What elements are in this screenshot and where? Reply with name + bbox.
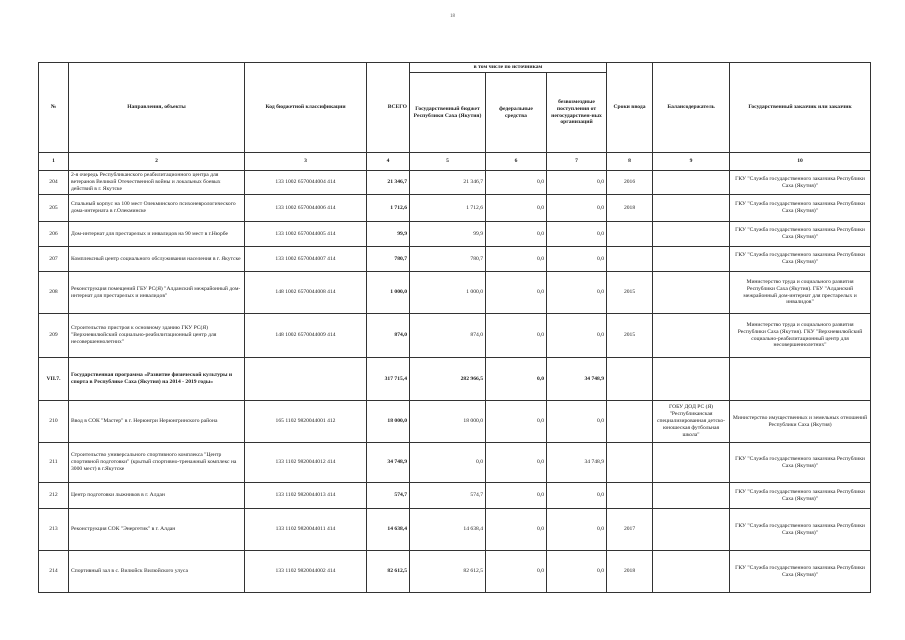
column-number: 5: [410, 153, 486, 171]
row-deadline: 2015: [607, 314, 653, 358]
row-direction: Спортивный зал в с. Вилюйск Вилюйского улуса: [69, 551, 245, 593]
row-deadline: [607, 483, 653, 509]
row-deadline: [607, 247, 653, 272]
row-direction: Центр подготовки лыжников в г. Алдан: [69, 483, 245, 509]
row-total: 1 000,0: [367, 272, 410, 314]
column-number: 4: [367, 153, 410, 171]
row-customer: [730, 358, 871, 401]
row-nonstate: 0,0: [547, 222, 607, 247]
header-direction: Направления, объекты: [69, 63, 245, 153]
row-code: [245, 358, 367, 401]
row-holder: [653, 443, 730, 483]
header-federal: федеральные средства: [486, 73, 547, 153]
row-federal: 0,0: [486, 272, 547, 314]
column-number: 7: [547, 153, 607, 171]
row-nonstate: 0,0: [547, 314, 607, 358]
row-num: 211: [39, 443, 69, 483]
row-num: 204: [39, 171, 69, 195]
row-direction: Комплексный центр социального обслуживания населения в г. Якутске: [69, 247, 245, 272]
row-nonstate: 0,0: [547, 509, 607, 551]
row-state: 99,9: [410, 222, 486, 247]
row-holder: [653, 247, 730, 272]
row-state: 18 000,0: [410, 401, 486, 443]
column-number: 6: [486, 153, 547, 171]
row-code: 133 1002 6570044005 414: [245, 222, 367, 247]
header-sources-group: в том числе по источникам: [410, 63, 607, 73]
row-num: 210: [39, 401, 69, 443]
row-total: 874,0: [367, 314, 410, 358]
header-customer: Государственный заказчик или заказчик: [730, 63, 871, 153]
column-number: 10: [730, 153, 871, 171]
table-row: [39, 272, 871, 314]
header-code: Код бюджетной классификации: [245, 63, 367, 153]
row-holder: [653, 195, 730, 222]
row-code: 148 1002 6570044009 414: [245, 314, 367, 358]
row-direction: Спальный корпус на 100 мест Олекминского психоневрологического дома-интерната в г.Олекминске: [69, 195, 245, 222]
row-nonstate: 34 748,9: [547, 358, 607, 401]
row-state: 1 712,6: [410, 195, 486, 222]
table-row: [39, 401, 871, 443]
row-federal: 0,0: [486, 443, 547, 483]
row-federal: 0,0: [486, 171, 547, 195]
row-holder: [653, 222, 730, 247]
row-deadline: 2016: [607, 171, 653, 195]
row-num: 206: [39, 222, 69, 247]
row-holder: [653, 272, 730, 314]
row-federal: 0,0: [486, 222, 547, 247]
table-row: [39, 171, 871, 195]
row-federal: 0,0: [486, 483, 547, 509]
row-code: 165 1102 9820044001 412: [245, 401, 367, 443]
row-direction: Государственная программа «Развитие физической культуры и спорта в Республике Саха (Якутия) на 2014 - 2019 годы»: [69, 358, 245, 401]
row-customer: Министерство труда и социального развития Республики Саха (Якутия). ГКУ "Верхневилюйский социально-реабилитационный центр для несовершеннолетних": [730, 314, 871, 358]
row-code: 133 1002 6570044006 414: [245, 195, 367, 222]
row-total: 317 715,4: [367, 358, 410, 401]
row-deadline: [607, 222, 653, 247]
row-holder: [653, 314, 730, 358]
table-row: [39, 195, 871, 222]
row-total: 18 000,0: [367, 401, 410, 443]
row-state: 14 638,4: [410, 509, 486, 551]
row-num: 214: [39, 551, 69, 593]
row-deadline: [607, 358, 653, 401]
row-code: 133 1102 9820044013 414: [245, 483, 367, 509]
row-nonstate: 0,0: [547, 401, 607, 443]
page-number: 18: [450, 14, 455, 19]
row-total: 82 612,5: [367, 551, 410, 593]
row-num: 205: [39, 195, 69, 222]
row-deadline: 2018: [607, 195, 653, 222]
row-federal: 0,0: [486, 247, 547, 272]
row-deadline: 2018: [607, 551, 653, 593]
row-customer: ГКУ "Служба государственного заказчика Республики Саха (Якутия)": [730, 551, 871, 593]
header-deadline: Сроки ввода: [607, 63, 653, 153]
column-number: 2: [69, 153, 245, 171]
row-num: 212: [39, 483, 69, 509]
header-holder: Балансодержатель: [653, 63, 730, 153]
table-row: [39, 551, 871, 593]
table-row: [39, 314, 871, 358]
row-deadline: [607, 443, 653, 483]
row-state: 574,7: [410, 483, 486, 509]
row-deadline: [607, 401, 653, 443]
row-state: 780,7: [410, 247, 486, 272]
row-state: 874,0: [410, 314, 486, 358]
row-state: 282 966,5: [410, 358, 486, 401]
row-customer: ГКУ "Служба государственного заказчика Республики Саха (Якутия)": [730, 171, 871, 195]
row-nonstate: 0,0: [547, 483, 607, 509]
row-num: VII.7.: [39, 358, 69, 401]
row-holder: [653, 509, 730, 551]
row-holder: [653, 358, 730, 401]
row-num: 208: [39, 272, 69, 314]
row-customer: ГКУ "Служба государственного заказчика Республики Саха (Якутия)": [730, 509, 871, 551]
row-direction: Дом-интернат для престарелых и инвалидов на 90 мест в г.Нюрбе: [69, 222, 245, 247]
row-customer: ГКУ "Служба государственного заказчика Республики Саха (Якутия)": [730, 195, 871, 222]
row-total: 1 712,6: [367, 195, 410, 222]
row-federal: 0,0: [486, 551, 547, 593]
row-direction: Ввод в СОК "Мастер" в г. Нерюнгри Нерюнгринского района: [69, 401, 245, 443]
row-direction: Строительство универсального спортивного комплекса "Центр спортивной подготовки" (крытый спортивно-тренажный комплекс на 3000 мест) в г.Якутске: [69, 443, 245, 483]
table-row: [39, 509, 871, 551]
row-federal: 0,0: [486, 358, 547, 401]
row-customer: ГКУ "Служба государственного заказчика Республики Саха (Якутия)": [730, 483, 871, 509]
row-total: 21 346,7: [367, 171, 410, 195]
row-code: 133 1002 6570044004 414: [245, 171, 367, 195]
header-num: №: [39, 63, 69, 153]
row-num: 213: [39, 509, 69, 551]
row-state: 82 612,5: [410, 551, 486, 593]
row-total: 14 638,4: [367, 509, 410, 551]
row-holder: ГОБУ ДОД РС (Я) "Республиканская специализированная детско-юношеская футбольная школа": [653, 401, 730, 443]
row-deadline: 2017: [607, 509, 653, 551]
row-code: 133 1002 6570044007 414: [245, 247, 367, 272]
row-federal: 0,0: [486, 401, 547, 443]
row-direction: Реконструкция помещений ГБУ РС(Я) "Алданский межрайонный дом-интернат для престарелых и инвалидов": [69, 272, 245, 314]
row-code: 148 1002 6570044008 414: [245, 272, 367, 314]
table-row: [39, 222, 871, 247]
budget-table: [38, 62, 871, 593]
row-nonstate: 0,0: [547, 551, 607, 593]
row-code: 133 1102 9820044012 414: [245, 443, 367, 483]
row-holder: [653, 551, 730, 593]
row-deadline: 2015: [607, 272, 653, 314]
row-nonstate: 0,0: [547, 247, 607, 272]
row-direction: Реконструкция СОК "Энергетик" в г. Алдан: [69, 509, 245, 551]
row-nonstate: 0,0: [547, 171, 607, 195]
row-state: 21 346,7: [410, 171, 486, 195]
table-row: [39, 483, 871, 509]
row-nonstate: 0,0: [547, 195, 607, 222]
column-number-row: [39, 153, 871, 171]
row-total: 99,9: [367, 222, 410, 247]
row-total: 574,7: [367, 483, 410, 509]
header-state-budget: Государственный бюджет Республики Саха (Якутия): [410, 73, 486, 153]
row-state: 1 000,0: [410, 272, 486, 314]
row-num: 207: [39, 247, 69, 272]
row-holder: [653, 483, 730, 509]
row-nonstate: 0,0: [547, 272, 607, 314]
row-state: 0,0: [410, 443, 486, 483]
row-total: 780,7: [367, 247, 410, 272]
row-direction: Строительство пристроя к основному зданию ГКУ РС(Я) "Верхневилюйский социально-реабилитационный центр для несовершеннолетних": [69, 314, 245, 358]
header-non-state: безвозмездные поступления от негосударствен-ных организаций: [547, 73, 607, 153]
row-customer: ГКУ "Служба государственного заказчика Республики Саха (Якутия)": [730, 222, 871, 247]
header-total: ВСЕГО: [367, 63, 410, 153]
column-number: 3: [245, 153, 367, 171]
column-number: 9: [653, 153, 730, 171]
row-federal: 0,0: [486, 509, 547, 551]
table-row: [39, 443, 871, 483]
column-number: 8: [607, 153, 653, 171]
row-customer: ГКУ "Служба государственного заказчика Республики Саха (Якутия)": [730, 443, 871, 483]
row-customer: Министерство труда и социального развития Республики Саха (Якутия). ГБУ "Алданский межрайонный дом-интернат для престарелых и инвалидов": [730, 272, 871, 314]
row-direction: 2-я очередь Республиканского реабилитационного центра для ветеранов Великой Отечественной войны и локальных боевых действий в г. Якутске: [69, 171, 245, 195]
row-customer: ГКУ "Служба государственного заказчика Республики Саха (Якутия)": [730, 247, 871, 272]
table-row: [39, 247, 871, 272]
row-total: 34 748,9: [367, 443, 410, 483]
row-customer: Министерство имущественных и земельных отношений Республики Саха (Якутия): [730, 401, 871, 443]
row-num: 209: [39, 314, 69, 358]
table-row-program: [39, 358, 871, 401]
row-federal: 0,0: [486, 195, 547, 222]
row-code: 133 1102 9820044011 414: [245, 509, 367, 551]
row-nonstate: 34 748,9: [547, 443, 607, 483]
row-holder: [653, 171, 730, 195]
column-number: 1: [39, 153, 69, 171]
row-federal: 0,0: [486, 314, 547, 358]
row-code: 133 1102 9820044002 414: [245, 551, 367, 593]
